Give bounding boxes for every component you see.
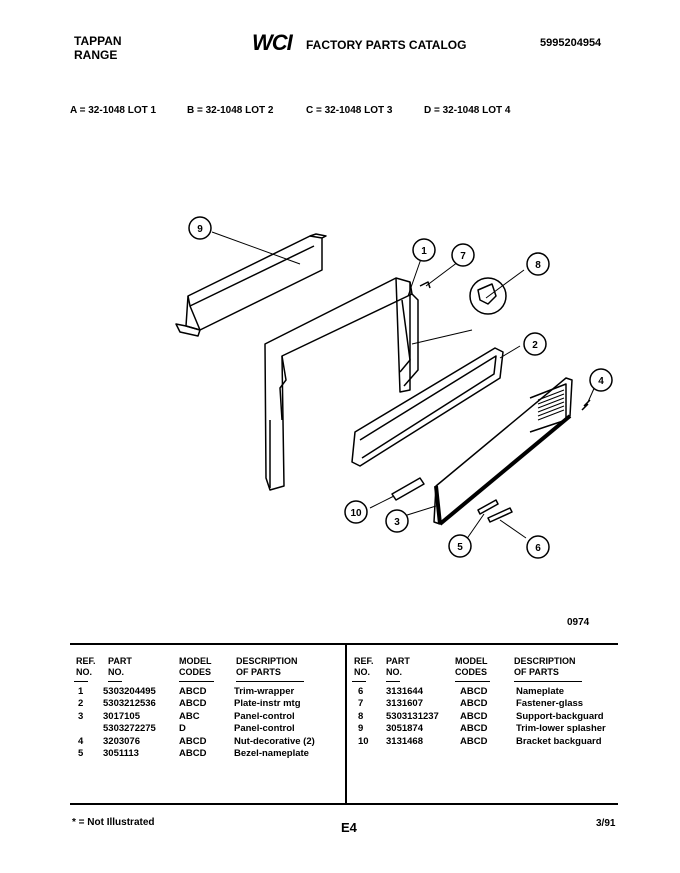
col-part: 3131644 3131607 5303131237 3051874 3131468	[386, 686, 439, 747]
table-divider	[345, 643, 347, 805]
callout-8	[527, 253, 549, 275]
header-underline	[386, 681, 400, 682]
callout-4	[590, 369, 612, 391]
header-part: PART NO.	[108, 656, 132, 677]
callout-10	[345, 501, 367, 523]
lot-d: D = 32-1048 LOT 4	[424, 105, 511, 116]
header-underline	[455, 681, 490, 682]
table-bottom-rule	[70, 803, 618, 805]
col-model: ABCD ABCD ABCD ABCD ABCD	[460, 686, 488, 747]
svg-text:10: 10	[350, 508, 362, 519]
svg-text:9: 9	[197, 224, 203, 235]
callout-5	[449, 535, 471, 557]
header-part: PART NO.	[386, 656, 410, 677]
header-ref: REF. NO.	[354, 656, 374, 677]
lot-b: B = 32-1048 LOT 2	[187, 105, 274, 116]
svg-text:8: 8	[535, 260, 541, 271]
header-model: MODEL CODES	[179, 656, 212, 677]
svg-text:1: 1	[421, 246, 427, 257]
col-ref: 6 7 8 9 10	[358, 686, 369, 747]
header-underline	[74, 681, 88, 682]
catalog-number: 5995204954	[540, 37, 602, 49]
part-6-nameplate	[488, 508, 512, 522]
product-type: RANGE	[74, 48, 118, 62]
svg-text:5: 5	[457, 542, 463, 553]
page-number: E4	[341, 820, 357, 835]
col-part: 5303204495 5303212536 3017105 5303272275 3203076 3051113	[103, 686, 156, 760]
header-underline	[108, 681, 122, 682]
callout-2	[524, 333, 546, 355]
callout-7	[452, 244, 474, 266]
svg-text:4: 4	[598, 376, 604, 387]
part-4-nut	[582, 400, 590, 410]
wci-logo: WCI	[252, 30, 292, 55]
svg-text:2: 2	[532, 340, 538, 351]
svg-text:3: 3	[394, 517, 400, 528]
header-model: MODEL CODES	[455, 656, 488, 677]
header-underline	[236, 681, 304, 682]
part-9-trim-wrapper	[176, 234, 326, 336]
callout-6	[527, 536, 549, 558]
catalog-title: FACTORY PARTS CATALOG	[306, 38, 467, 52]
header-desc: DESCRIPTION OF PARTS	[236, 656, 298, 677]
part-10-bracket	[392, 478, 424, 500]
lot-c: C = 32-1048 LOT 3	[306, 105, 393, 116]
callout-1	[413, 239, 435, 261]
svg-text:6: 6	[535, 543, 541, 554]
callout-9	[189, 217, 211, 239]
revision-date: 3/91	[596, 818, 616, 829]
header-desc: DESCRIPTION OF PARTS	[514, 656, 576, 677]
brand-name: TAPPAN	[74, 34, 122, 48]
svg-text:7: 7	[460, 251, 466, 262]
part-5-bezel	[478, 500, 498, 514]
col-desc: Nameplate Fastener-glass Support-backguard Trim-lower splasher Bracket backguard	[516, 686, 606, 747]
col-desc: Trim-wrapper Plate-instr mtg Panel-control Panel-control Nut-decorative (2) Bezel-nameplate	[234, 686, 315, 760]
diagram-code: 0974	[567, 617, 590, 628]
callout-3	[386, 510, 408, 532]
table-top-rule	[70, 643, 618, 645]
header-underline	[514, 681, 582, 682]
header-underline	[352, 681, 366, 682]
part-1-frame	[265, 278, 418, 490]
not-illustrated-note: * = Not Illustrated	[72, 817, 155, 828]
header-ref: REF. NO.	[76, 656, 96, 677]
part-7-fastener	[420, 282, 430, 288]
lot-a: A = 32-1048 LOT 1	[70, 105, 157, 116]
part-3-panel	[434, 378, 572, 524]
col-ref: 1 2 3 4 5	[78, 686, 84, 760]
col-model: ABCD ABCD ABC D ABCD ABCD	[179, 686, 207, 760]
header-underline	[179, 681, 214, 682]
